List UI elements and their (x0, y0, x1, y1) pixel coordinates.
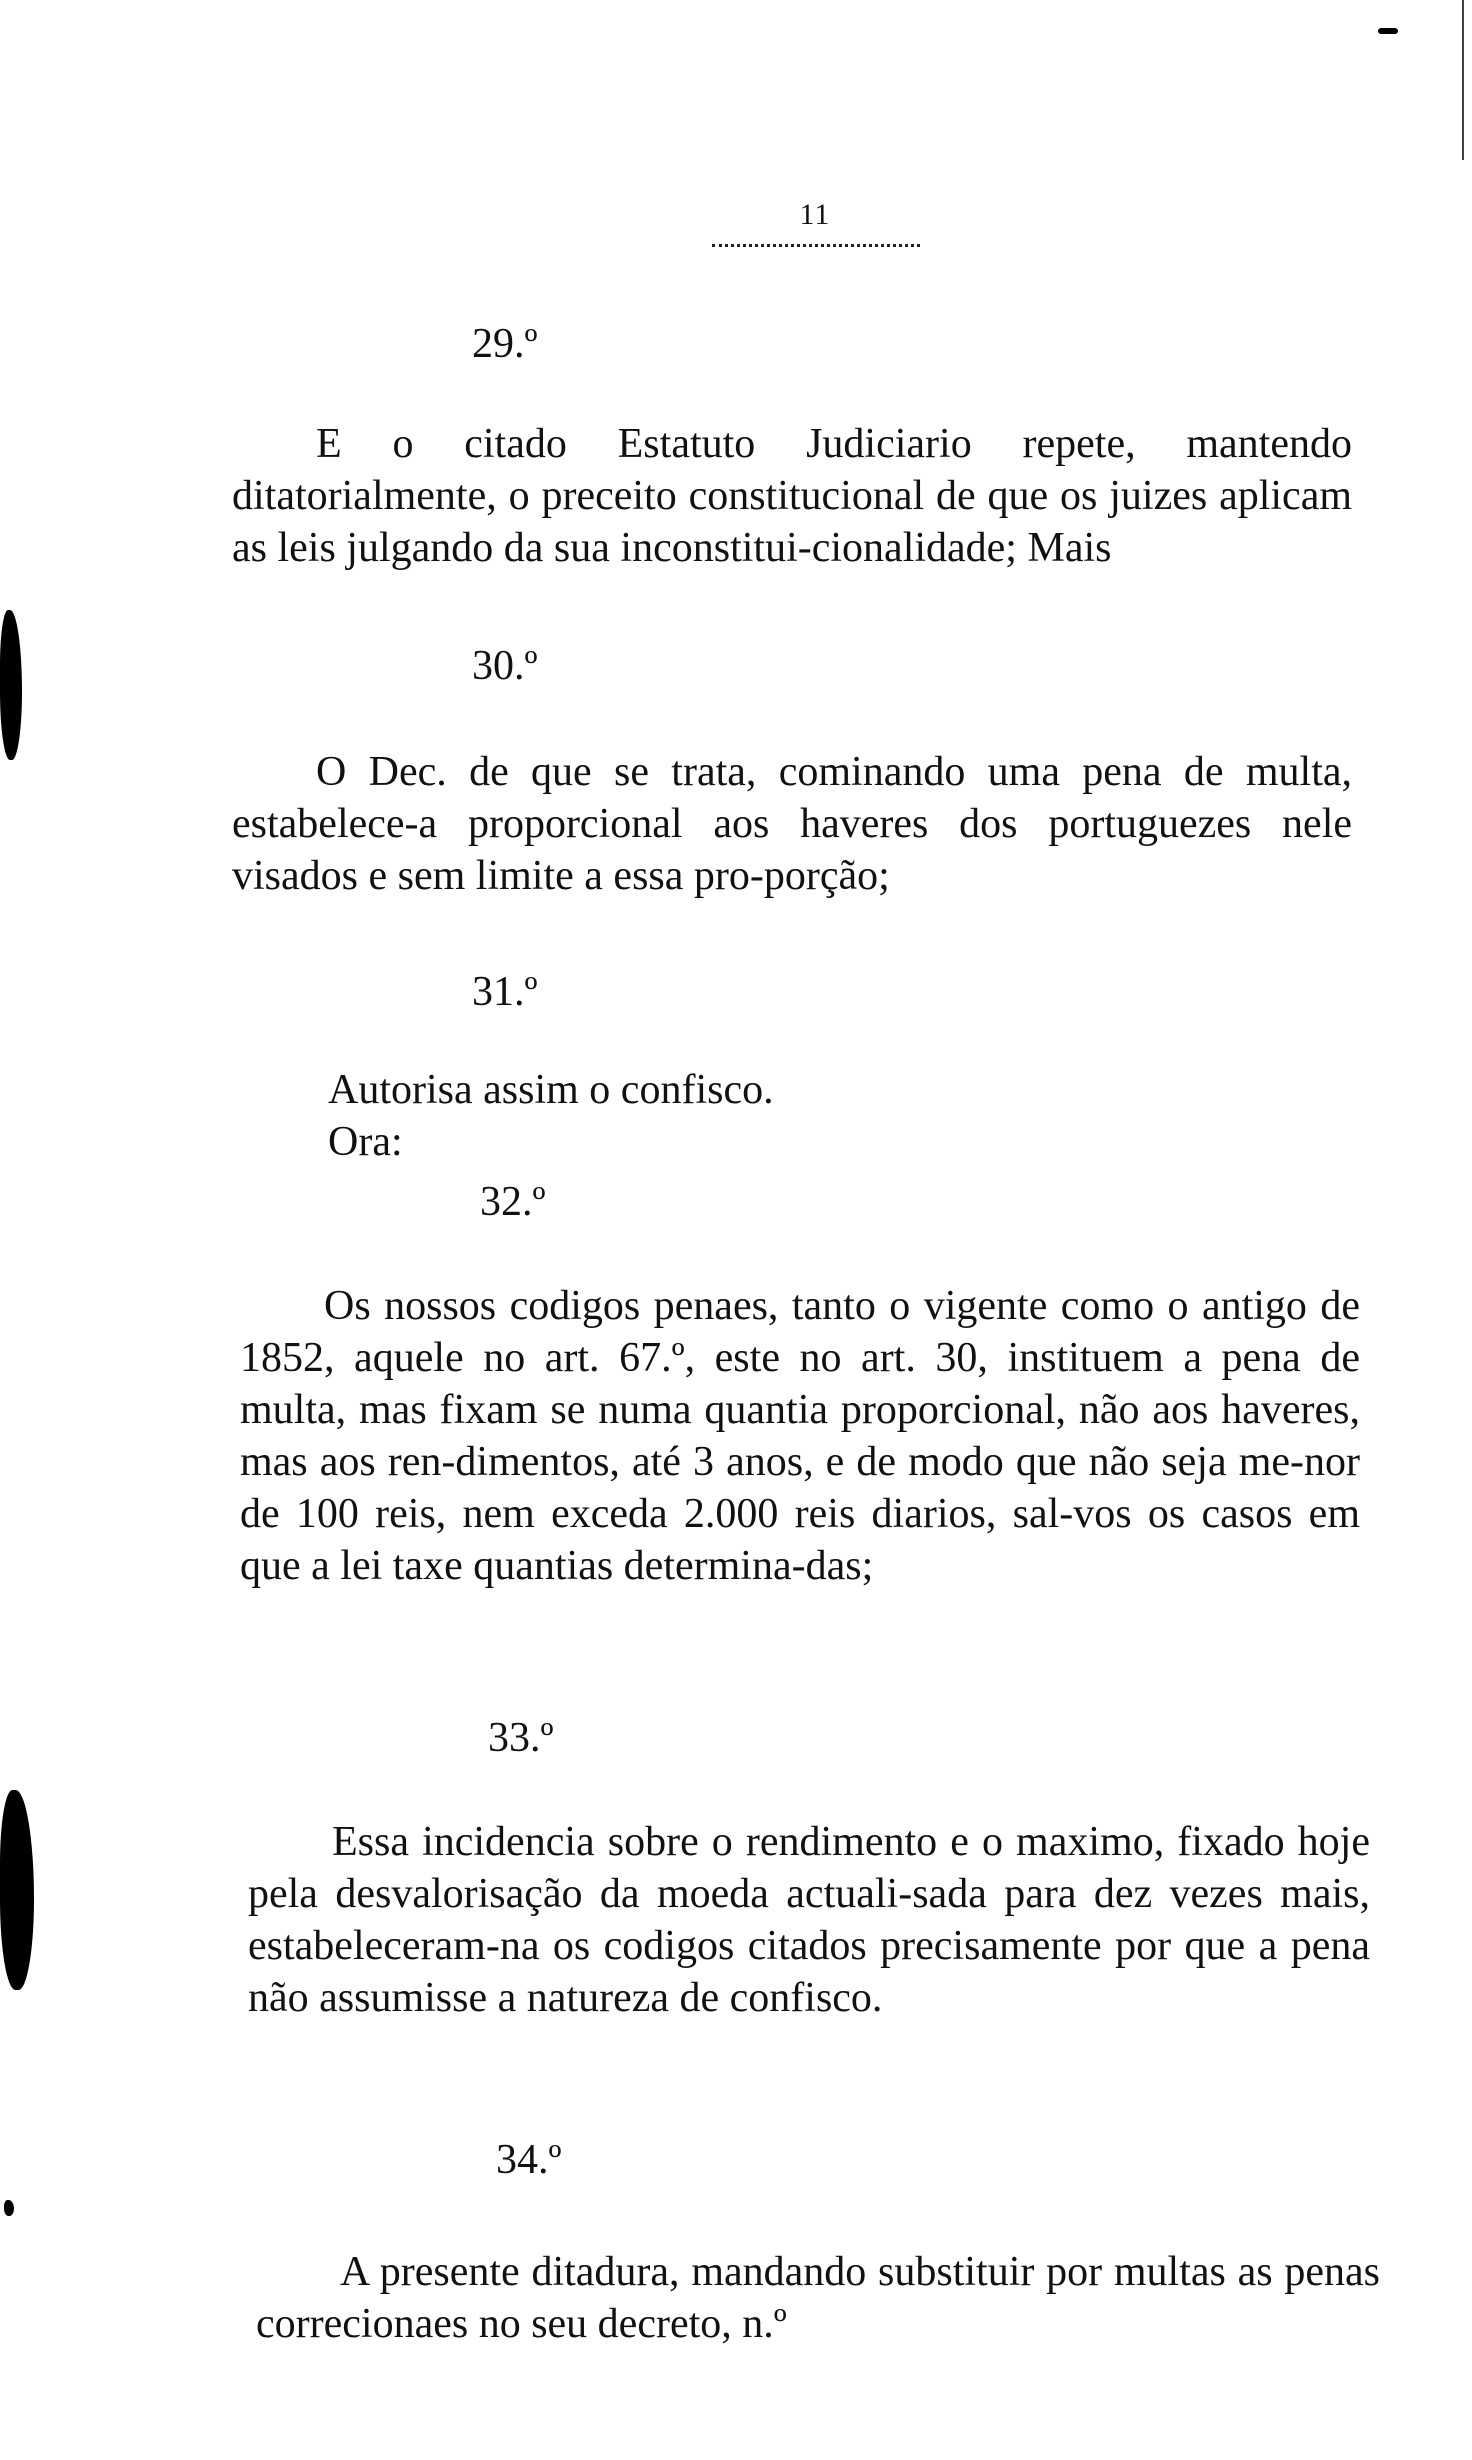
section-number: 34.º (496, 2137, 562, 2183)
section-34 (256, 2134, 1380, 2350)
page-number: 11 (799, 198, 831, 231)
section-text-line: Ora: (328, 1119, 403, 1165)
section-33 (248, 1712, 1370, 2024)
section-number: 29.º (472, 321, 538, 367)
section-text-line: Autorisa assim o confisco. (328, 1067, 774, 1113)
section-text: Os nossos codigos penaes, tanto o vigente como o antigo de 1852, aquele no art. 67.º, este no art. 30, instituem a pena de multa, mas fixam se numa quantia proporcional, não aos haveres, mas aos ren-dimentos, até 3 anos, e de modo que não seja me-nor de 100 reis, nem exceda 2.000 reis diarios, sal-vos os casos em que a lei taxe quantias determina-das; (240, 1283, 1360, 1589)
page-number-rule (712, 244, 920, 247)
section-number: 32.º (480, 1179, 546, 1225)
section-29 (232, 318, 1352, 574)
scan-edge-mark (4, 2200, 14, 2216)
scan-edge-mark (0, 1790, 34, 1990)
scan-edge-mark (1378, 28, 1398, 34)
section-text: A presente ditadura, mandando substituir por multas as penas correcionaes no seu decreto, n.º (256, 2249, 1380, 2347)
section-30 (232, 640, 1352, 902)
section-text: E o citado Estatuto Judiciario repete, mantendo ditatorialmente, o preceito constitucional de que os juizes aplicam as leis julgando da sua inconstitui-cionalidade; Mais (232, 421, 1352, 571)
scan-edge-mark (0, 610, 22, 760)
section-number: 30.º (472, 643, 538, 689)
section-32 (240, 1176, 1360, 1592)
scan-edge-line (1462, 0, 1464, 160)
section-number: 33.º (488, 1715, 554, 1761)
section-text: O Dec. de que se trata, cominando uma pena de multa, estabelece-a proporcional aos haveres dos portuguezes nele visados e sem limite a essa pro-porção; (232, 749, 1352, 899)
section-text: Essa incidencia sobre o rendimento e o maximo, fixado hoje pela desvalorisação da moeda actuali-sada para dez vezes mais, estabeleceram-na os codigos citados precisamente por que a pena não assumisse a natureza de confisco. (248, 1819, 1370, 2021)
section-31 (232, 966, 1352, 1168)
section-number: 31.º (472, 969, 538, 1015)
